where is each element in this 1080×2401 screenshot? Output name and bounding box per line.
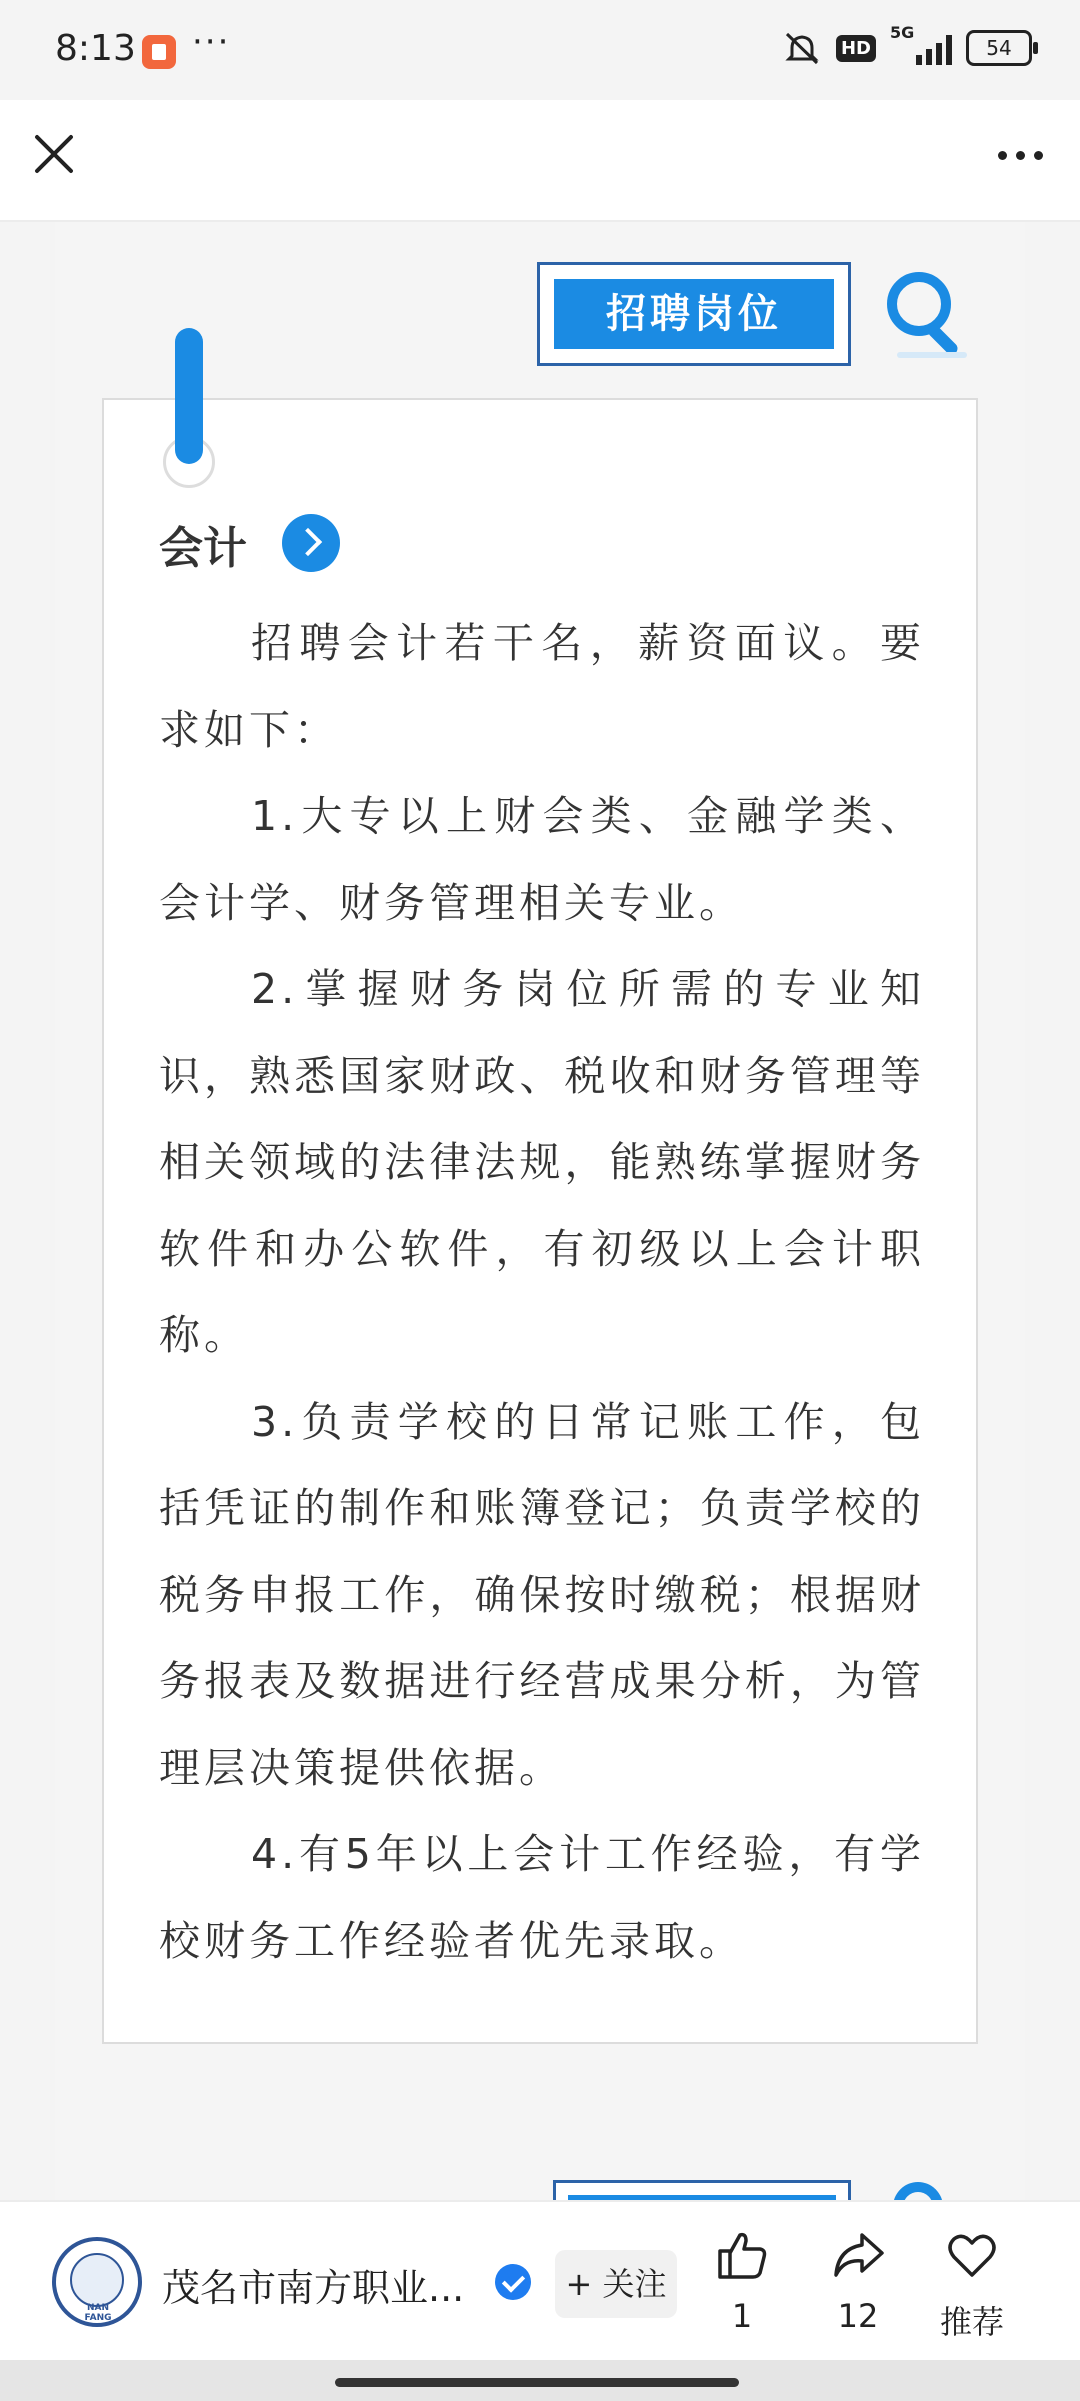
search-icon xyxy=(887,272,967,352)
account-name[interactable]: 茂名市南方职业... xyxy=(162,2266,465,2310)
gesture-bar xyxy=(0,2360,1080,2401)
article-content xyxy=(55,222,1025,2200)
share-count: 12 xyxy=(837,2297,879,2335)
job-paragraph: 2.掌握财务岗位所需的专业知识，熟悉国家财政、税收和财务管理等相关领域的法律法规，能熟练掌握财务软件和办公软件，有初级以上会计职称。 xyxy=(159,965,925,1359)
battery-icon: 54 xyxy=(966,30,1032,66)
mute-icon xyxy=(782,30,822,66)
network-type: 5G xyxy=(890,23,915,42)
job-paragraph: 3.负责学校的日常记账工作，包括凭证的制作和账簿登记；负责学校的税务申报工作，确保按时缴税；根据财务报表及数据进行经营成果分析，为管理层决策提供依据。 xyxy=(159,1397,925,1792)
recommend-button[interactable] xyxy=(922,2227,1022,2343)
home-indicator[interactable] xyxy=(335,2378,739,2387)
close-icon[interactable] xyxy=(30,130,78,178)
job-title: 会计 xyxy=(159,523,247,574)
status-bar xyxy=(0,0,1080,100)
job-paragraph: 4.有5年以上会计工作经验，有学校财务工作经验者优先录取。 xyxy=(159,1830,925,1965)
next-section-header xyxy=(553,2180,851,2200)
section-header xyxy=(537,262,851,366)
job-paragraph: 1.大专以上财会类、金融学类、会计学、财务管理相关专业。 xyxy=(159,792,925,927)
section-header-label: 招聘岗位 xyxy=(554,279,834,349)
notification-app-icon xyxy=(142,35,176,69)
job-paragraph: 招聘会计若干名，薪资面议。要求如下： xyxy=(159,619,925,754)
status-icons xyxy=(782,23,1032,66)
logo-emblem xyxy=(70,2253,124,2307)
job-card xyxy=(102,398,978,2044)
thumbs-up-icon xyxy=(714,2227,770,2283)
verified-badge-icon xyxy=(495,2264,531,2300)
heart-icon xyxy=(944,2227,1000,2283)
signal-icon xyxy=(890,23,952,65)
pin-decoration xyxy=(175,328,203,464)
share-icon xyxy=(830,2227,886,2283)
like-count: 1 xyxy=(731,2297,753,2335)
job-description xyxy=(159,600,925,1984)
chevron-right-icon xyxy=(282,514,340,572)
logo-text: NAN FANG xyxy=(84,2303,112,2323)
search-icon xyxy=(893,2182,943,2200)
like-button[interactable] xyxy=(692,2227,792,2335)
more-menu-icon[interactable] xyxy=(990,140,1050,170)
share-button[interactable] xyxy=(808,2227,908,2335)
bottom-action-bar xyxy=(0,2200,1080,2362)
hd-icon: HD xyxy=(836,35,876,62)
status-more-dots: ··· xyxy=(192,22,231,62)
recommend-label: 推荐 xyxy=(939,2303,1004,2341)
status-time: 8:13 xyxy=(55,28,136,69)
top-nav xyxy=(0,100,1080,222)
follow-button[interactable]: + 关注 xyxy=(555,2250,677,2318)
account-avatar[interactable] xyxy=(52,2237,142,2327)
